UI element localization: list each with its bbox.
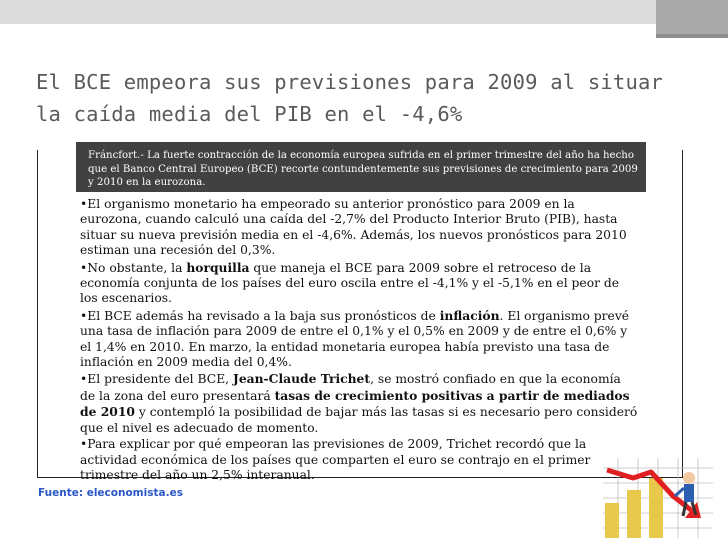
bullet-item	[80, 308, 638, 371]
slide-title: El BCE empeora sus previsiones para 2009 al situar la caída media del PIB en el -4,6%	[36, 70, 664, 126]
bullet-bold-text: inflación	[439, 307, 500, 323]
bullet-text: •El organismo monetario ha empeorado su anterior pronóstico para 2009 en la eurozona, cuando calculó una caída del -2,7% del Producto Interior Bruto (PIB), hasta situar su nueva previsión media en el -4,6%. Además, los nuevos pronósticos para 2010 estiman una recesión del 0,3%.	[80, 197, 627, 258]
bullet-item	[80, 437, 638, 483]
bullet-bold-text: tasas de crecimiento positivas a partir de mediados de 2010	[80, 387, 630, 420]
bullet-text: •No obstante, la	[80, 260, 187, 275]
lead-paragraph: Fráncfort.- La fuerte contracción de la economía europea sufrida en el primer trimestre del año ha hecho que el Banco Central Europeo (BCE) recorte contundentemente sus previsiones de crecimiento para 2009 y 2010 en la eurozona.	[76, 142, 646, 192]
bullet-text: . El organismo prevé una tasa de inflación para 2009 de entre el 0,1% y el 0,5% en 2009 y de entre el 0,6% y el 1,4% en 2010. En marzo, la entidad monetaria europea había previsto una tasa de inflación en 2009 media del 0,4%.	[80, 308, 630, 370]
bullet-text: •El presidente del BCE,	[80, 372, 233, 387]
bullet-text: y contempló la posibilidad de bajar más las tasas si es necesario pero consideró que el nivel es adecuado de momento.	[80, 405, 638, 435]
bullet-text: que maneja el BCE para 2009 sobre el retroceso de la economía conjunta de los países del euro oscila entre el -4,1% y el -5,1% en el peor de los escenarios.	[80, 260, 620, 306]
bullet-item	[80, 197, 638, 259]
bullet-item	[80, 260, 638, 307]
top-band	[0, 0, 728, 24]
bullet-bold-text: Jean-Claude Trichet	[233, 371, 371, 387]
bullet-text: •El BCE además ha revisado a la baja sus pronósticos de	[80, 308, 440, 323]
bullet-text: •Para explicar por qué empeoran las previsiones de 2009, Trichet recordó que la actividad económica de los países que comparten el euro se contrajo en el primer trimestre del año un 2,5% interanual.	[80, 437, 591, 482]
bullet-item	[80, 371, 638, 436]
corner-tab	[656, 0, 728, 38]
bullet-text: , se mostró confiado en que la economía de la zona del euro presentará	[80, 372, 621, 403]
decline-graph-figure-icon	[593, 448, 723, 544]
source-citation: Fuente: eleconomista.es	[38, 487, 183, 499]
bullet-bold-text: horquilla	[186, 259, 250, 275]
bullet-list	[80, 197, 638, 484]
